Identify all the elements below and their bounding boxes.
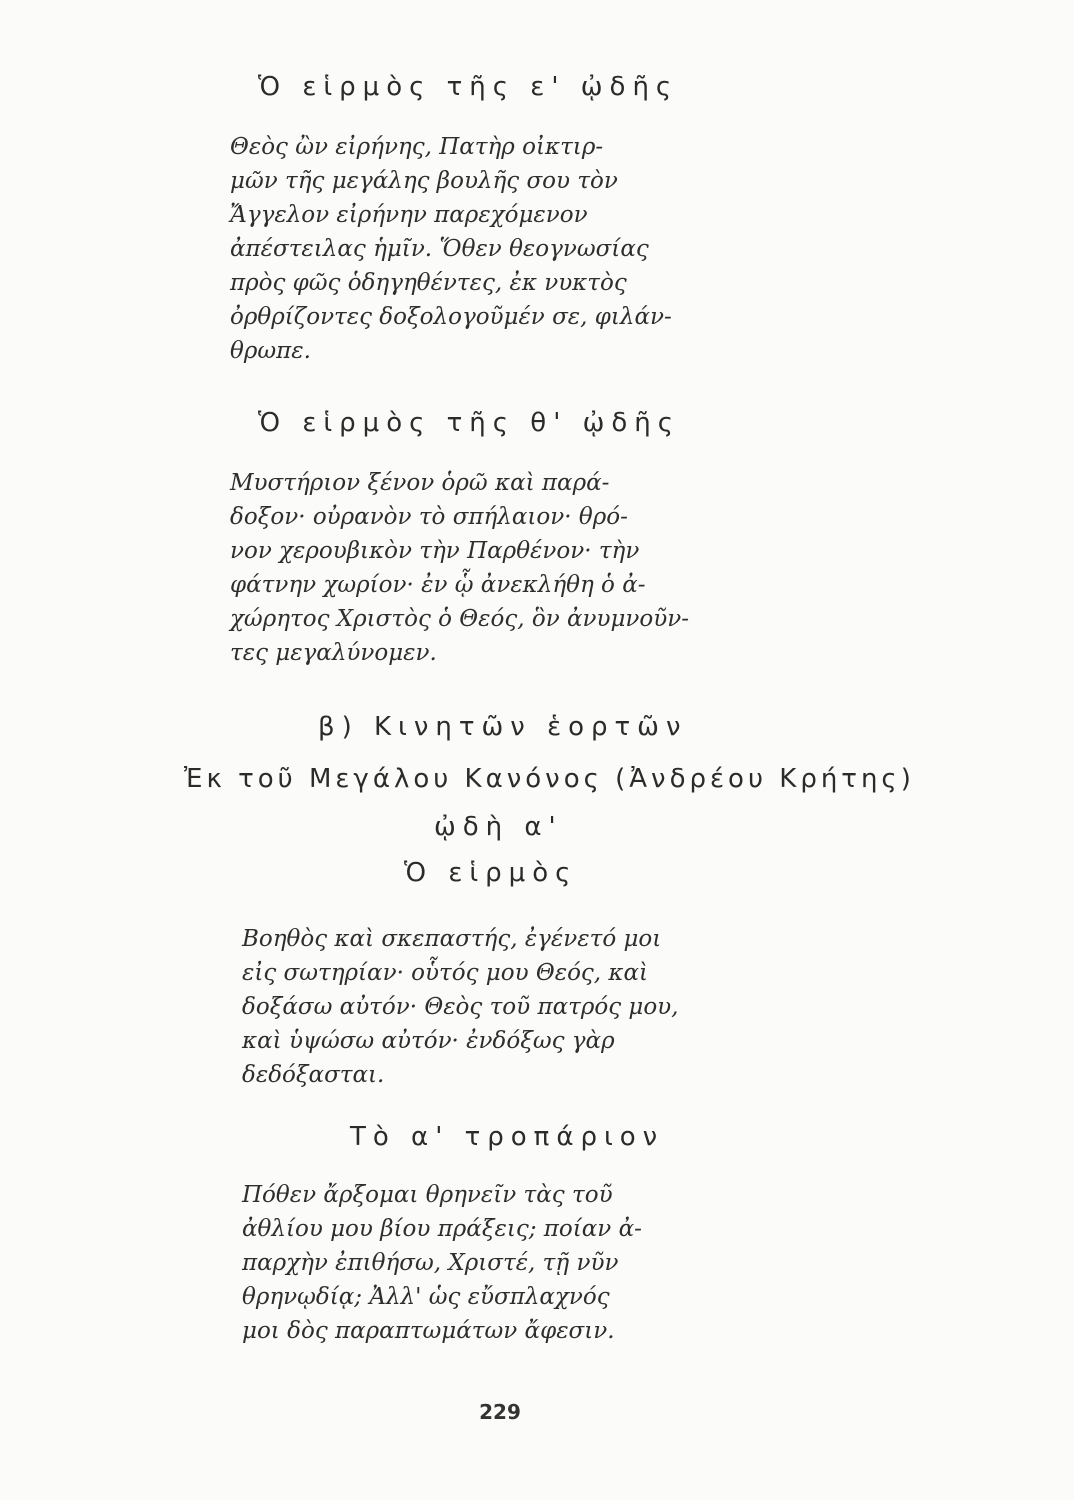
- poem-line: δοξον· οὐρανὸν τὸ σπήλαιον· θρό-: [230, 504, 628, 530]
- poem-line: δεδόξασται.: [242, 1062, 385, 1088]
- poem-line: Μυστήριον ξένον ὁρῶ καὶ παρά-: [230, 470, 610, 496]
- poem-line: νον χερουβικὸν τὴν Παρθένον· τὴν: [230, 538, 640, 564]
- poem-line: παρχὴν ἐπιθήσω, Χριστέ, τῇ νῦν: [242, 1250, 619, 1276]
- poem-line: ἀθλίου μου βίου πράξεις; ποίαν ἀ-: [242, 1216, 642, 1242]
- troparion-1-heading: Τὸ α' τροπάριον: [350, 1122, 665, 1152]
- poem-line: ἀπέστειλας ἡμῖν. Ὅθεν θεογνωσίας: [230, 236, 649, 262]
- poem-line: δοξάσω αὐτόν· Θεὸς τοῦ πατρός μου,: [242, 994, 679, 1020]
- heirmos-ode-5-heading: Ὁ εἱρμὸς τῆς ε' ᾠδῆς: [258, 72, 679, 102]
- poem-line: εἰς σωτηρίαν· οὗτός μου Θεός, καὶ: [242, 960, 649, 986]
- heirmos-ode-5-text: [230, 130, 672, 368]
- poem-line: Πόθεν ἄρξομαι θρηνεῖν τὰς τοῦ: [242, 1182, 613, 1208]
- poem-line: Ἄγγελον εἰρήνην παρεχόμενον: [230, 202, 588, 228]
- poem-line: χώρητος Χριστὸς ὁ Θεός, ὃν ἀνυμνοῦν-: [230, 606, 689, 632]
- poem-line: θρηνῳδίᾳ; Ἀλλ' ὡς εὔσπλαχνός: [242, 1284, 610, 1310]
- heirmos-text: [242, 922, 678, 1092]
- movable-feasts-heading: β) Κινητῶν ἑορτῶν: [318, 712, 688, 742]
- poem-line: ὀρθρίζοντες δοξολογοῦμέν σε, φιλάν-: [230, 304, 672, 330]
- troparion-1-text: [242, 1178, 642, 1348]
- poem-line: μῶν τῆς μεγάλης βουλῆς σου τὸν: [230, 168, 618, 194]
- poem-line: μοι δὸς παραπτωμάτων ἄφεσιν.: [242, 1318, 615, 1344]
- heirmos-heading: Ὁ εἱρμὸς: [404, 858, 578, 888]
- poem-line: Θεὸς ὢν εἰρήνης, Πατὴρ οἰκτιρ-: [230, 134, 604, 160]
- heirmos-ode-9-heading: Ὁ εἱρμὸς τῆς θ' ᾠδῆς: [258, 408, 681, 438]
- ode-1-heading: ᾠδὴ α': [434, 812, 563, 842]
- poem-line: καὶ ὑψώσω αὐτόν· ἐνδόξως γὰρ: [242, 1028, 615, 1054]
- page-number: 229: [479, 1400, 521, 1424]
- poem-line: πρὸς φῶς ὁδηγηθέντες, ἐκ νυκτὸς: [230, 270, 627, 296]
- great-canon-heading: Ἐκ τοῦ Μεγάλου Κανόνος (Ἀνδρέου Κρήτης): [184, 764, 915, 794]
- poem-line: θρωπε.: [230, 338, 311, 364]
- poem-line: τες μεγαλύνομεν.: [230, 640, 437, 666]
- poem-line: φάτνην χωρίον· ἐν ᾧ ἀνεκλήθη ὁ ἀ-: [230, 572, 646, 598]
- heirmos-ode-9-text: [230, 466, 689, 670]
- poem-line: Βοηθὸς καὶ σκεπαστής, ἐγένετό μοι: [242, 926, 662, 952]
